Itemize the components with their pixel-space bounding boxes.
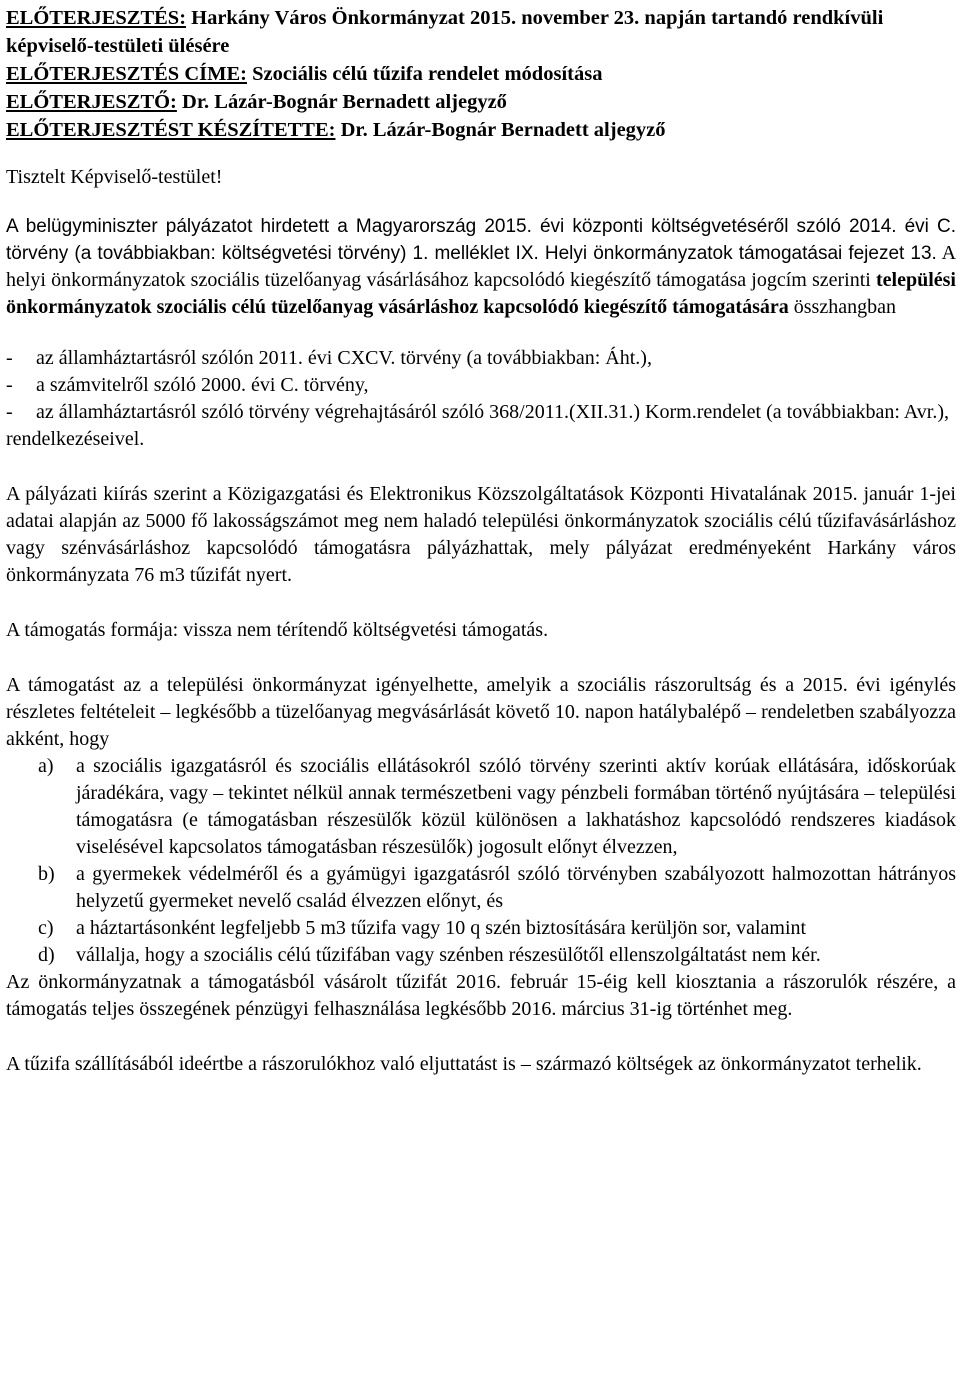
greeting: Tisztelt Képviselő-testület! — [6, 166, 223, 188]
dash-after-text: rendelkezéseivel. — [6, 428, 145, 450]
intro-part2: A helyi önkormányzatok szociális tüzelőanyag vásárlásához kapcsolódó kiegészítő támogatása jogcím szerinti — [6, 242, 957, 291]
list-marker: a) — [38, 755, 54, 777]
intro-paragraph — [6, 213, 956, 321]
header-text: Harkány Város Önkormányzat 2015. november 23. napján tartandó rendkívüli képviselő-testületi ülésére — [6, 7, 884, 57]
list-item-text: a háztartásonként legfeljebb 5 m3 tűzifa vagy 10 q szén biztosítására kerüljön sor, valamint — [76, 917, 807, 939]
header-label: ELŐTERJESZTÉST KÉSZÍTETTE: — [6, 119, 336, 141]
list-item — [6, 942, 956, 969]
list-item — [6, 372, 956, 399]
header-label: ELŐTERJESZTŐ: — [6, 91, 177, 113]
header-text: Dr. Lázár-Bognár Bernadett aljegyző — [176, 91, 507, 113]
paragraph-palyazat: A pályázati kiírás szerint a Közigazgatási és Elektronikus Közszolgáltatások Központi Hivatalának 2015. január 1-jei adatai alapján az 5000 fő lakosságszámot meg nem haladó települési önkormányzatok szociális célú tűzifavásárláshoz vagy szénvásárláshoz kapcsolódó támogatásra pályázhattak, mely pályázat eredményeként Harkány város önkormányzata 76 m3 tűzifát nyert. — [6, 483, 956, 586]
paragraph-forma: A támogatás formája: vissza nem térítendő költségvetési támogatás. — [6, 619, 549, 641]
header-label: ELŐTERJESZTÉS CÍME: — [6, 63, 247, 85]
header-line-1 — [6, 4, 956, 60]
alpha-list — [6, 753, 956, 969]
list-marker: d) — [38, 944, 55, 966]
list-item-text: az államháztartásról szólón 2011. évi CXCV. törvény (a továbbiakban: Áht.), — [36, 347, 652, 369]
header-line-3 — [6, 88, 956, 116]
paragraph-igeny: A támogatást az a települési önkormányzat igényelhette, amelyik a szociális rászorultság és a 2015. évi igénylés részletes feltételeit – legkésőbb a tüzelőanyag megvásárlását követő 10. napon hatálybalépő – rendeletben szabályozza akként, hogy — [6, 674, 956, 750]
list-item-text: a gyermekek védelméről és a gyámügyi igazgatásról szóló törvényben szabályozott halmozottan hátrányos helyzetű gyermeket nevelő család élvezzen előnyt, és — [76, 863, 956, 912]
dash-list — [6, 345, 956, 426]
list-marker: c) — [38, 917, 54, 939]
header-text: Dr. Lázár-Bognár Bernadett aljegyző — [335, 119, 666, 141]
intro-sans-part: A belügyminiszter pályázatot hirdetett a Magyarország 2015. évi központi költségvetéséről szóló 2014. évi C. törvény (a továbbiakban: költségvetési törvény) 1. melléklet IX. Helyi önkormányzatok támogatásai fejezet 13. — [6, 216, 956, 264]
intro-part3: összhangban — [788, 296, 896, 318]
dash-marker: - — [6, 401, 13, 423]
header-line-2 — [6, 60, 956, 88]
list-item — [6, 399, 956, 426]
header-text: Szociális célú tűzifa rendelet módosítása — [246, 63, 603, 85]
list-item — [6, 915, 956, 942]
list-marker: b) — [38, 863, 55, 885]
list-item — [6, 753, 956, 861]
list-item — [6, 345, 956, 372]
list-item — [6, 861, 956, 915]
dash-marker: - — [6, 374, 13, 396]
header-line-4 — [6, 116, 956, 144]
list-item-text: a számvitelről szóló 2000. évi C. törvény, — [36, 374, 369, 396]
list-item-text: az államháztartásról szóló törvény végrehajtásáról szóló 368/2011.(XII.31.) Korm.rendelet (a továbbiakban: Avr.), — [36, 401, 950, 423]
document-page — [6, 4, 956, 1078]
dash-marker: - — [6, 347, 13, 369]
intro-bold-part: települési önkormányzatok szociális célú tüzelőanyag vásárláshoz kapcsolódó kiegészítő támogatására — [6, 269, 956, 318]
header-label: ELŐTERJESZTÉS: — [6, 7, 187, 29]
paragraph-kiosztas: Az önkormányzatnak a támogatásból vásárolt tűzifát 2016. február 15-éig kell kiosztania a rászorulók részére, a támogatás teljes összegének pénzügyi felhasználása legkésőbb 2016. március 31-ig történhet meg. — [6, 971, 956, 1020]
list-item-text: vállalja, hogy a szociális célú tűzifában vagy szénben részesülőtől ellenszolgáltatást nem kér. — [76, 944, 821, 966]
paragraph-szallitas: A tűzifa szállításából ideértbe a rászorulókhoz való eljuttatást is – származó költségek az önkormányzatot terhelik. — [6, 1053, 922, 1075]
list-item-text: a szociális igazgatásról és szociális ellátásokról szóló törvény szerinti aktív korúak ellátására, időskorúak járadékára, vagy – tekintet nélkül annak természetbeni vagy pénzbeli formában történő nyújtására – települési támogatásra (e támogatásban részesülők közül különösen a lakhatáshoz kapcsolódó rendszeres kiadások viselésével kapcsolatos támogatásban részesülők) jogosult előnyt élvezzen, — [76, 755, 956, 858]
